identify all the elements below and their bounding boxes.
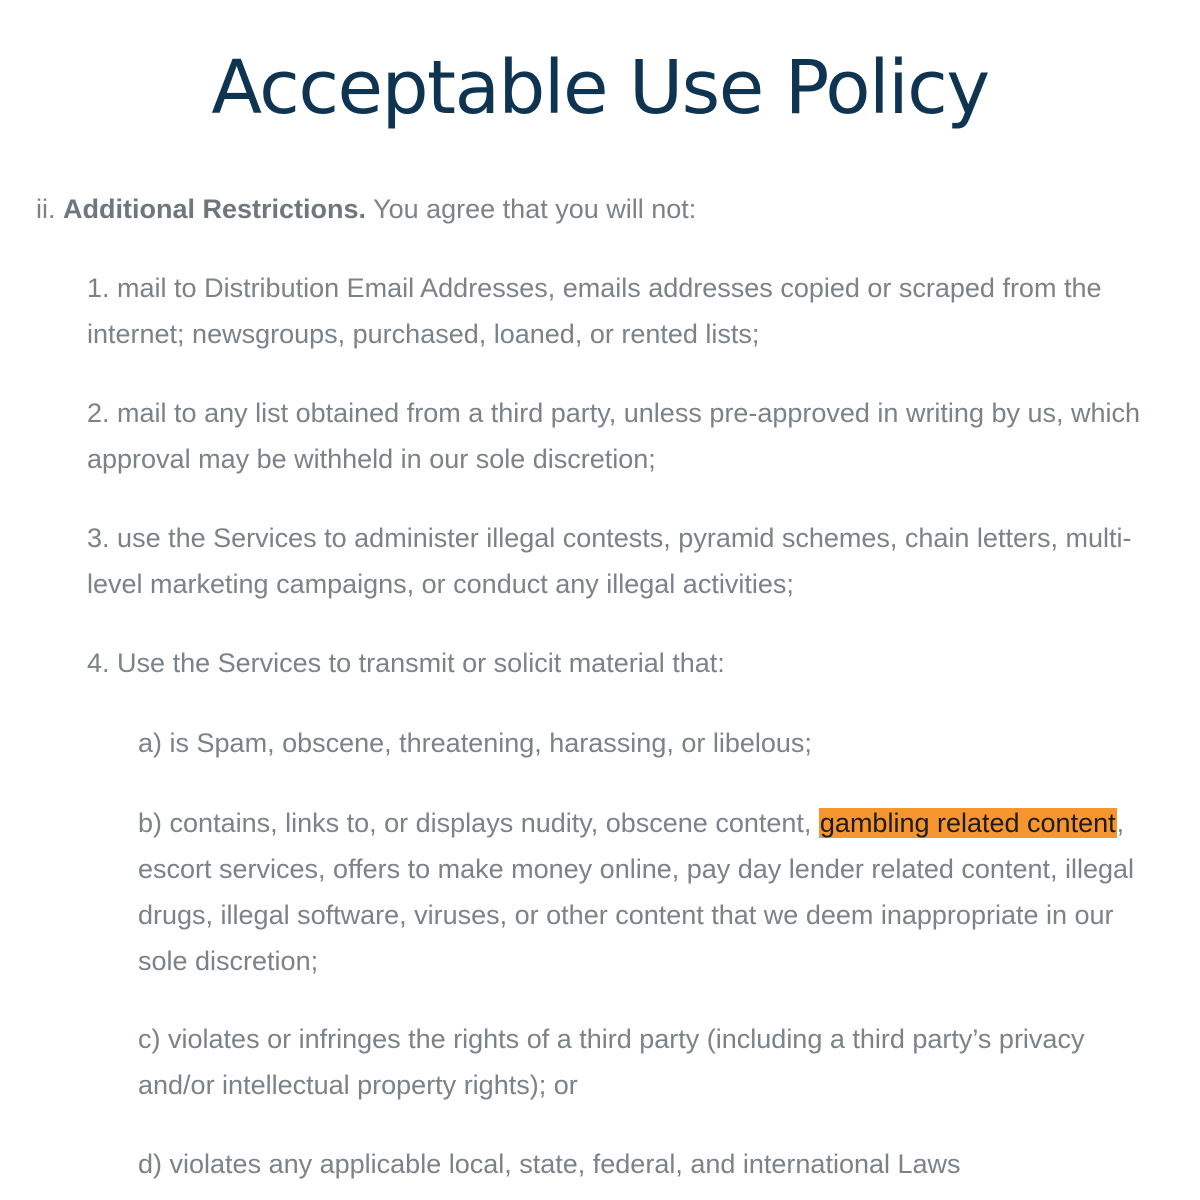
section-heading <box>36 186 1166 232</box>
sub-list-item-text: violates or infringes the rights of a third party (including a third party’s privacy and/or intellectual property rights); or <box>138 1024 1085 1100</box>
list-item-text: Use the Services to transmit or solicit material that: <box>117 648 725 678</box>
list-item-marker: 3. <box>87 523 110 553</box>
sub-list-item-text: contains, links to, or displays nudity, obscene content, <box>169 808 812 838</box>
highlighted-phrase: gambling related content <box>819 808 1116 838</box>
sub-list-item-text: is Spam, obscene, threatening, harassing, or libelous; <box>169 728 812 758</box>
section-intro: You agree that you will not: <box>373 194 697 224</box>
list-item-text: mail to Distribution Email Addresses, emails addresses copied or scraped from the internet; newsgroups, purchased, loaned, or rented lists; <box>87 273 1102 349</box>
list-item-text: mail to any list obtained from a third party, unless pre-approved in writing by us, which approval may be withheld in our sole discretion; <box>87 398 1141 474</box>
list-item-text: use the Services to administer illegal contests, pyramid schemes, chain letters, multi-level marketing campaigns, or conduct any illegal activities; <box>87 523 1132 599</box>
sub-list-item-text-continued: , escort services, offers to make money online, pay day lender related content, illegal drugs, illegal software, viruses, or other content that we deem inappropriate in our sole discretion; <box>138 808 1135 976</box>
list-item <box>87 640 1167 686</box>
list-item-marker: 2. <box>87 398 110 428</box>
sub-list-item-marker: d) <box>138 1149 163 1179</box>
sub-list-item <box>138 1141 1158 1187</box>
sub-list-item <box>138 1016 1158 1108</box>
list-item-marker: 4. <box>87 648 110 678</box>
sub-list-item-marker: a) <box>138 728 163 758</box>
sub-list-item <box>138 800 1158 984</box>
sub-list-item-marker: c) <box>138 1024 161 1054</box>
sub-list-item-text: violates any applicable local, state, federal, and international Laws <box>169 1149 961 1179</box>
list-item <box>87 390 1167 482</box>
sub-list-item <box>138 720 1158 766</box>
section-numeral: ii. <box>36 194 56 224</box>
sub-list-item-marker: b) <box>138 808 163 838</box>
section-label: Additional Restrictions. <box>63 194 367 224</box>
list-item <box>87 265 1167 357</box>
page-title: Acceptable Use Policy <box>211 45 989 131</box>
list-item-marker: 1. <box>87 273 110 303</box>
list-item <box>87 515 1167 607</box>
